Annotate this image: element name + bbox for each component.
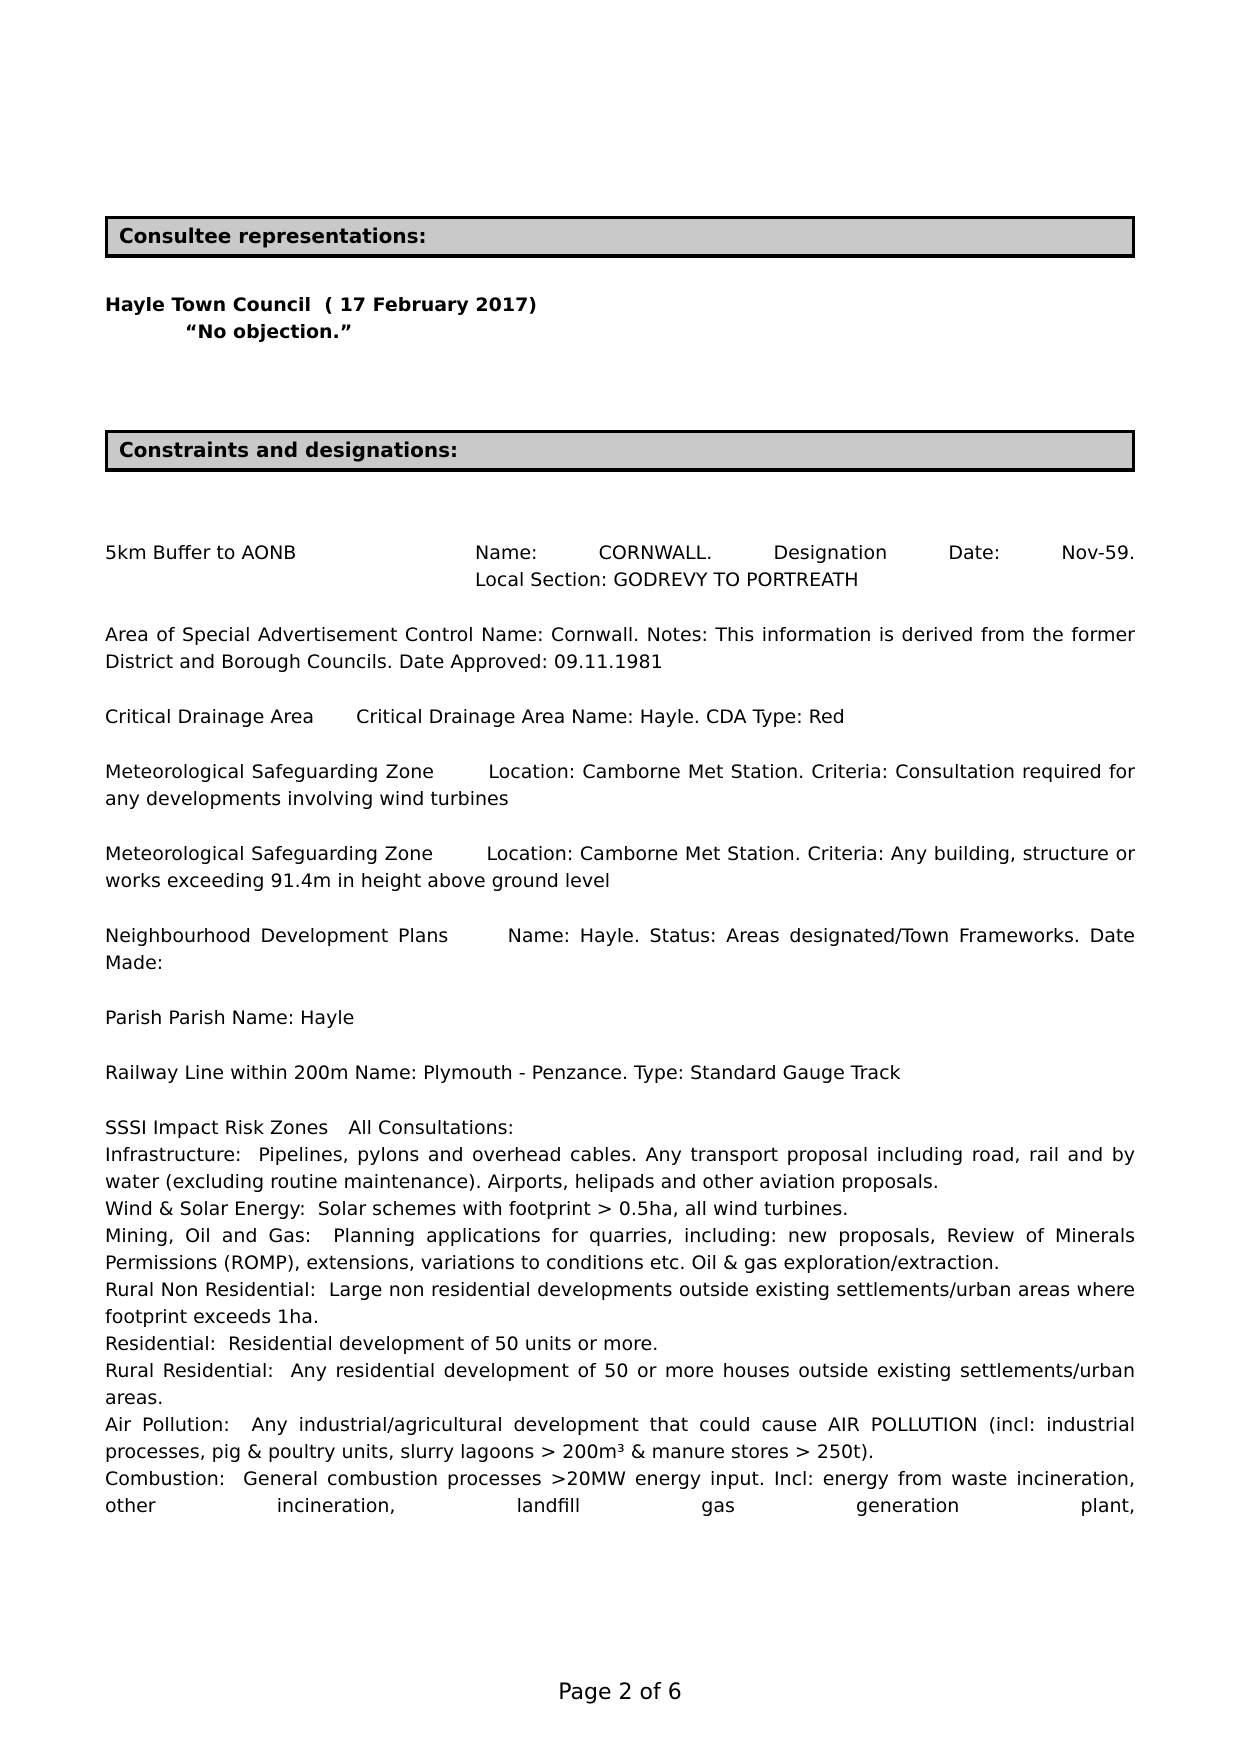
constraint-row-neighbourhood-plans <box>105 923 1135 977</box>
tab-gap <box>440 859 480 860</box>
section-header-constraints-designations <box>105 430 1135 472</box>
consultee-heading: Hayle Town Council ( 17 February 2017) <box>105 294 537 316</box>
constraint-row-critical-drainage <box>105 704 1135 731</box>
section-header-consultee-representations <box>105 216 1135 258</box>
constraint-value: Name: Cornwall. Notes: This information is derived from the former District and Borough Councils. Date Approved: 09.11.1981 <box>105 624 1135 673</box>
constraint-row-met-safeguarding-2 <box>105 841 1135 895</box>
sssi-detail-rural-non-residential: Rural Non Residential: Large non residential developments outside existing settlements/urban areas where footprint exceeds 1ha. <box>105 1279 1135 1328</box>
constraint-row-sssi-impact-risk-zones <box>105 1115 1135 1142</box>
document-content <box>105 0 1135 1520</box>
constraint-value: Name: Hayle. Status: Areas designated/Town Frameworks. Date Made: <box>105 925 1135 974</box>
constraint-label: Parish <box>105 1007 163 1029</box>
sssi-detail-rural-residential: Rural Residential: Any residential development of 50 or more houses outside existing settlements/urban areas. <box>105 1360 1135 1409</box>
consultee-quote: “No objection.” <box>185 321 353 343</box>
constraint-row-parish <box>105 1005 1135 1032</box>
constraint-label: Railway Line within 200m <box>105 1062 349 1084</box>
tab-gap <box>441 777 481 778</box>
constraint-row-railway-line <box>105 1060 1135 1087</box>
constraint-value-line: Name: CORNWALL. Designation Date: Nov-59. <box>475 542 1135 564</box>
constraint-label: Meteorological Safeguarding Zone <box>105 843 434 865</box>
constraint-label: Neighbourhood Development Plans <box>105 925 449 947</box>
constraint-label: 5km Buffer to AONB <box>105 542 297 564</box>
constraint-value: Name: Plymouth - Penzance. Type: Standard Gauge Track <box>354 1062 901 1084</box>
constraint-label: SSSI Impact Risk Zones <box>105 1117 329 1139</box>
constraint-value: Location: Camborne Met Station. Criteria: Consultation required for any developments involving wind turbines <box>105 761 1135 810</box>
tab-gap <box>320 722 350 723</box>
constraint-label: Meteorological Safeguarding Zone <box>105 761 434 783</box>
constraint-row-advertisement-control <box>105 622 1135 676</box>
sssi-detail-residential: Residential: Residential development of 50 units or more. <box>105 1333 659 1355</box>
tab-gap <box>334 1133 342 1134</box>
constraint-label: Critical Drainage Area <box>105 706 315 728</box>
constraint-value <box>475 540 1135 594</box>
sssi-detail-infrastructure: Infrastructure: Pipelines, pylons and overhead cables. Any transport proposal including road, rail and by water (excluding routine maintenance). Airports, helipads and other aviation proposals. <box>105 1144 1135 1193</box>
constraint-row-aonb-buffer <box>105 540 1135 594</box>
constraint-value-line: Local Section: GODREVY TO PORTREATH <box>475 569 859 591</box>
constraint-row-met-safeguarding-1 <box>105 759 1135 813</box>
sssi-detail-mining-oil-gas: Mining, Oil and Gas: Planning applications for quarries, including: new proposals, Review of Minerals Permissions (ROMP), extensions, variations to conditions etc. Oil & gas exploration/extraction. <box>105 1225 1135 1274</box>
sssi-detail-combustion: Combustion: General combustion processes >20MW energy input. Incl: energy from waste incineration, other incineration, landfill gas generation plant, <box>105 1468 1135 1517</box>
constraint-value: Parish Name: Hayle <box>168 1007 355 1029</box>
sssi-detail-wind-solar: Wind & Solar Energy: Solar schemes with footprint > 0.5ha, all wind turbines. <box>105 1198 849 1220</box>
tab-gap <box>458 941 498 942</box>
constraint-value: All Consultations: <box>348 1117 514 1139</box>
constraint-value: Location: Camborne Met Station. Criteria: Any building, structure or works exceeding 91.4m in height above ground level <box>105 843 1136 892</box>
constraint-label: Area of Special Advertisement Control <box>105 624 474 646</box>
section-title: Constraints and designations: <box>119 438 459 462</box>
constraint-value: Critical Drainage Area Name: Hayle. CDA Type: Red <box>356 706 845 728</box>
sssi-detail-air-pollution: Air Pollution: Any industrial/agricultural development that could cause AIR POLLUTION (incl: industrial processes, pig & poultry units, slurry lagoons > 200m³ & manure stores > 250t). <box>105 1414 1135 1463</box>
section-title: Consultee representations: <box>119 224 427 248</box>
page-number: Page 2 of 6 <box>558 1680 682 1705</box>
sssi-consultation-details <box>105 1142 1135 1520</box>
